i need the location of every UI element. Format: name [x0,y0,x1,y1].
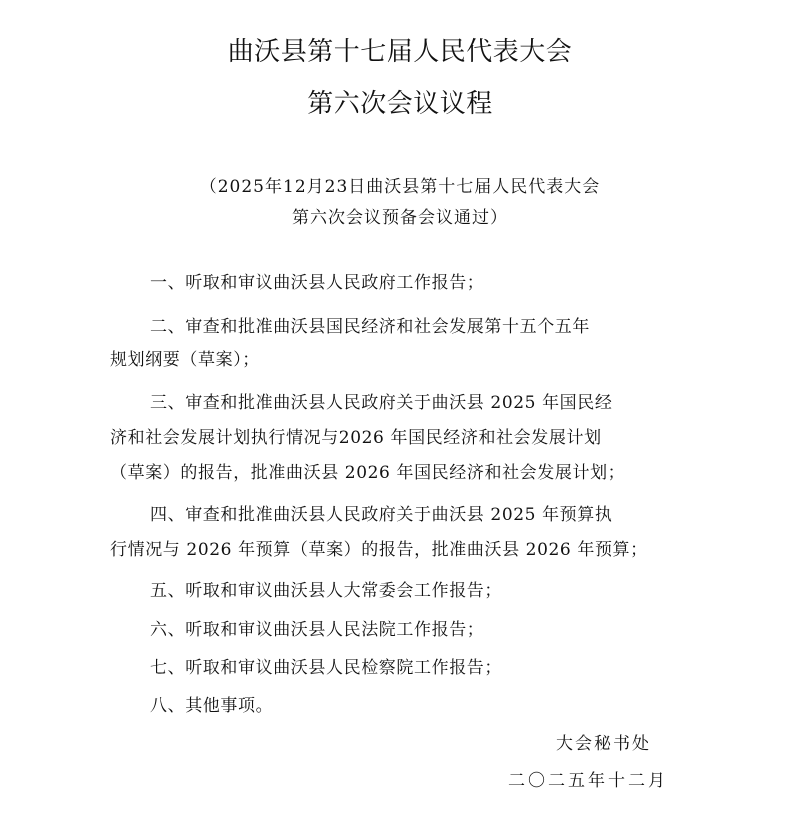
agenda-item-1: 一、听取和审议曲沃县人民政府工作报告； [150,273,485,293]
agenda-item-3-line-2: 济和社会发展计划执行情况与2026 年国民经济和社会发展计划 [110,428,602,448]
approval-note-line-1: （2025年12月23日曲沃县第十七届人民代表大会 [199,177,601,197]
agenda-item-3-line-1: 三、审查和批准曲沃县人民政府关于曲沃县 2025 年国民经 [150,393,613,413]
document-title-line-2: 第六次会议议程 [307,89,493,119]
agenda-item-5: 五、听取和审议曲沃县人大常委会工作报告； [150,581,502,601]
approval-note-line-2: 第六次会议预备会议通过） [292,208,508,228]
agenda-item-3-line-3: （草案）的报告，批准曲沃县 2026 年国民经济和社会发展计划； [110,463,626,483]
agenda-item-7: 七、听取和审议曲沃县人民检察院工作报告； [150,658,502,678]
agenda-item-4-line-2: 行情况与 2026 年预算（草案）的报告，批准曲沃县 2026 年预算； [110,540,648,560]
agenda-item-2-line-1: 二、审查和批准曲沃县国民经济和社会发展第十五个五年 [150,317,590,337]
agenda-item-2-line-2: 规划纲要（草案）； [110,350,260,370]
agenda-item-4-line-1: 四、审查和批准曲沃县人民政府关于曲沃县 2025 年预算执 [150,505,613,525]
agenda-item-8: 八、其他事项。 [150,696,274,716]
signature-date: 二〇二五年十二月 [508,771,668,791]
secretariat-signature: 大会秘书处 [556,734,651,754]
agenda-item-6: 六、听取和审议曲沃县人民法院工作报告； [150,620,485,640]
document-title-line-1: 曲沃县第十七届人民代表大会 [227,37,573,67]
